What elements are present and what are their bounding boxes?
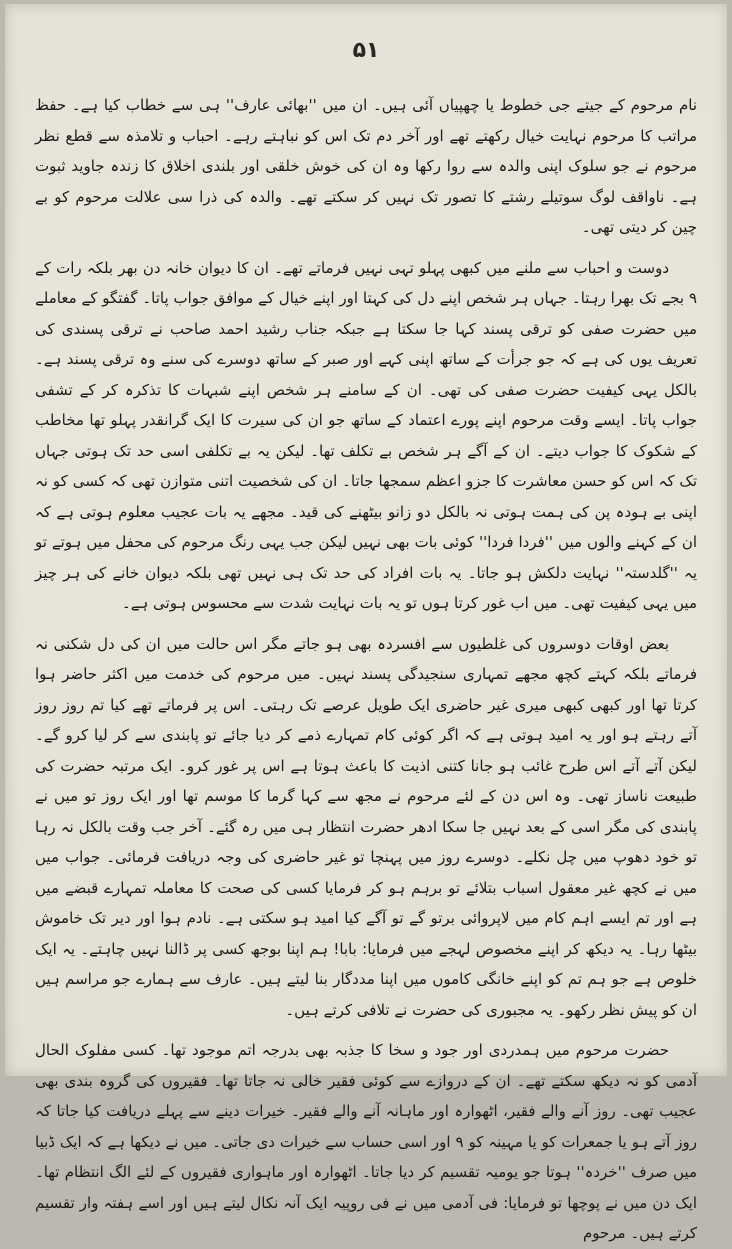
scanned-page [5,4,727,1242]
page-body [35,90,697,1242]
page-number: ۵۱ [352,38,380,63]
paragraph-1: نام مرحوم کے جیتے جی خطوط یا چھپیاں آئی ہیں۔ ان میں ''بھائی عارف'' ہی سے خطاب کیا ہے۔ حفظ مراتب کا مرحوم نہایت خیال رکھتے تھے اور آخر دم تک اس کو نباہتے رہے۔ احباب و تلامذہ سے قطع نظر مرحوم نے جو سلوک اپنی والدہ سے روا رکھا وہ ان کی خوش خلقی اور بلندی اخلاق کا زندہ جاوید ثبوت ہے۔ ناواقف لوگ سوتیلے رشتے کا تصور تک نہیں کر سکتے تھے۔ والدہ کی ذرا سی علالت مرحوم کو بے چین کر دیتی تھی۔ [35,96,697,236]
paragraph-2: دوست و احباب سے ملنے میں کبھی پہلو تہی نہیں فرماتے تھے۔ ان کا دیوان خانہ دن بھر بلکہ رات کے ۹ بجے تک بھرا رہتا۔ جہاں ہر شخص اپنے دل کی کہتا اور اپنے خیال کے موافق جواب پاتا۔ گفتگو کے معاملے میں حضرت صفی کو ترقی پسند کہا جا سکتا ہے جبکہ جناب رشید احمد صاحب نے ترقی پسندی کی تعریف یوں کی ہے کہ جو جرأت کے ساتھ اپنی کہے اور صبر کے ساتھ دوسرے کی سنے وہ ترقی پسند ہے۔ بالکل یہی کیفیت حضرت صفی کی تھی۔ ان کے سامنے ہر شخص اپنے شبہات کا تذکرہ کر کے تشفی جواب پاتا۔ ایسے وقت مرحوم اپنے پورے اعتماد کے ساتھ جو ان کی سیرت کا ایک گرانقدر پہلو تھا مخاطب کے شکوک کا جواب دیتے۔ ان کے آگے ہر شخص بے تکلف تھا۔ لیکن یہ بے تکلفی اسی حد تک ہوتی جہاں تک کہ اس کو حسن معاشرت کا جزو اعظم سمجھا جاتا۔ ان کی شخصیت اتنی متوازن تھی کہ کسی کو نہ اپنی بے ہودہ پن کی ہمت ہوتی نہ بالکل دو زانو بیٹھنے کی قید۔ مجھے یہ بات عجیب معلوم ہوتی ہے کہ ان کے کہنے والوں میں ''فردا فردا'' کوئی بات بھی نہیں لیکن جب یہی رنگ مرحوم کی محفل میں ہوتے تو یہ ''گلدستہ'' نہایت دلکش ہو جاتا۔ یہ بات افراد کی حد تک ہی نہیں تھی بلکہ دیوان خانے کی ہر چیز میں یہی کیفیت تھی۔ میں اب غور کرتا ہوں تو یہ بات نہایت شدت سے محسوس ہوتی ہے۔ [35,258,697,612]
paragraph-3: بعض اوقات دوسروں کی غلطیوں سے افسردہ بھی ہو جاتے مگر اس حالت میں ان کی دل شکنی نہ فرماتے بلکہ کہتے کچھ مجھے تمہاری سنجیدگی پسند نہیں۔ میں مرحوم کی خدمت میں اکثر حاضر ہوا کرتا تھا اور کبھی کبھی میری غیر حاضری ایک طویل عرصے تک رہتی۔ اس پر فرماتے تھے کیا تم روز روز آتے رہتے ہو اور یہ امید ہوتی ہے کہ اگر کوئی کام تمہارے ذمے کر دیا جائے تو پابندی سے کر لیا کرو گے۔ لیکن آتے آتے اس طرح غائب ہو جانا کتنی اذیت کا باعث ہوتا ہے اس پر غور کرو۔ ایک مرتبہ حضرت کی طبیعت ناساز تھی۔ وہ اس دن کے لئے مرحوم نے مجھ سے کہا گرما کا موسم تھا اور ایک روز تو میں نے پابندی کی مگر اسی کے بعد نہیں جا سکا ادھر حضرت انتظار ہی میں رہ گئے۔ آخر جب وقت بالکل نہ رہا تو خود دھوپ میں چل نکلے۔ دوسرے روز میں پہنچا تو غیر حاضری کی وجہ دریافت فرمائی۔ جواب میں میں نے کچھ غیر معقول اسباب بتلائے تو برہم ہو کر فرمایا کسی کی صحت کا معاملہ تمہارے قبضے میں ہے اور تم ایسے اہم کام میں لاپروائی برتو گے تو آگے کیا امید ہو سکتی ہے۔ نادم ہوا اور دیر تک خاموش بیٹھا رہا۔ یہ دیکھ کر اپنے مخصوص لہجے میں فرمایا: بابا! ہم اپنا بوجھ کسی پر ڈالنا نہیں چاہتے۔ یہ ایک خلوص ہے جو ہم تم کو اپنے خانگی کاموں میں اپنا مددگار بنا لیتے ہیں۔ عارف سے ہمارے جو مراسم ہیں ان کو پیش نظر رکھو۔ یہ مجبوری کی حضرت نے تلافی کرتے ہیں۔ [35,634,697,1019]
paragraph-4: حضرت مرحوم میں ہمدردی اور جود و سخا کا جذبہ بھی بدرجہ اتم موجود تھا۔ کسی مفلوک الحال آدمی کو نہ دیکھ سکتے تھے۔ ان کے دروازے سے کوئی فقیر خالی نہ جاتا تھا۔ فقیروں کی گروہ بندی بھی عجیب تھی۔ روز آنے والے فقیر، اٹھوارہ اور ماہانہ آنے والے فقیر۔ خیرات دینے سے پہلے دریافت کیا جاتا کہ روز آتے ہو یا جمعرات کو یا مہینہ کو ۹ اور اسی حساب سے خیرات دی جاتی۔ میں نے دیکھا ہے کہ ایک ڈبیا میں صرف ''خردہ'' ہوتا جو یومیہ تقسیم کر دیا جاتا۔ اٹھوارہ اور ماہواری فقیروں کے لئے الگ انتظام تھا۔ ایک دن میں نے پوچھا تو فرمایا: فی آدمی میں نے فی روپیہ ایک آنہ نکال لیتے ہیں اور اسے ہفتہ وار تقسیم کرتے ہیں۔ مرحوم [35,1041,697,1242]
